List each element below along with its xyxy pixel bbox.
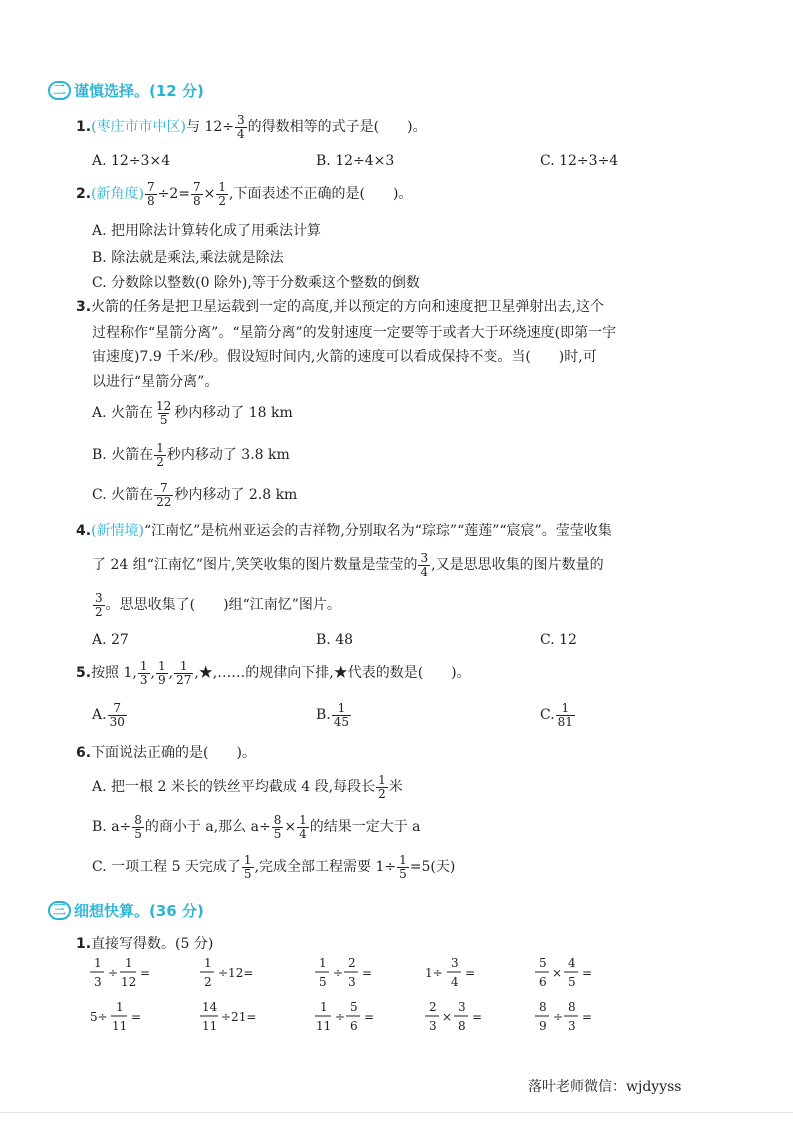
question-number: 3.: [76, 299, 92, 315]
question-text-line: 过程称作“星箭分离”。“星箭分离”的发射速度一定要等于或者大于环绕速度(即第一宇: [92, 325, 617, 341]
fraction: $\frac{1}{9}$: [157, 659, 166, 687]
svg-text:2: 2: [429, 1000, 437, 1014]
question-2: 2.(新角度) $\frac{7}{8}$ ÷2= $\frac{7}{8}$ × $\frac{1}{2}$ ,下面表述不正确的是( )。: [76, 180, 413, 208]
expr-2: [200, 956, 253, 989]
svg-text:1: 1: [204, 956, 212, 970]
svg-text:4: 4: [451, 975, 459, 989]
option-c: C. 一项工程 5 天完成了 $\frac{1}{5}$ ,完成全部工程需要 1÷ $\frac{1}{5}$ =5(天): [92, 853, 456, 881]
svg-text:12: 12: [121, 975, 137, 989]
svg-text:=: =: [364, 1010, 375, 1024]
expr-9: [425, 1000, 482, 1033]
svg-text:=: =: [582, 1010, 593, 1024]
option-c: C. 分数除以整数(0 除外),等于分数乘这个整数的倒数: [92, 275, 420, 291]
option-a: A. 火箭在 $\frac{12}{5}$ 秒内移动了 18 km: [92, 399, 293, 427]
question-text-line: 了 24 组“江南忆”图片,笑笑收集的图片数量是莹莹的 $\frac{3}{4}$ ,又是思思收集的图片数量的: [92, 551, 604, 579]
svg-text:3: 3: [458, 1000, 466, 1014]
svg-text:11: 11: [202, 1019, 218, 1033]
svg-text:1: 1: [94, 956, 102, 970]
option-c: C. 12: [540, 632, 577, 648]
section-badge: 二: [48, 81, 71, 100]
svg-text:÷: ÷: [108, 966, 119, 980]
expr-7: [200, 1000, 256, 1033]
bottom-divider: [0, 1112, 793, 1113]
option-a: A. $\frac{7}{30}$: [92, 701, 125, 729]
svg-text:3: 3: [451, 956, 459, 970]
fraction: $\frac{1}{81}$: [557, 701, 573, 729]
svg-text:1: 1: [125, 956, 133, 970]
question-number: 5.: [76, 665, 92, 682]
option-a: A. 把一根 2 米长的铁丝平均截成 4 段,每段长 $\frac{1}{2}$ 米: [92, 773, 403, 801]
option-b: B. 除法就是乘法,乘法就是除法: [92, 250, 284, 266]
svg-text:2: 2: [204, 975, 212, 989]
section-header-3: [48, 900, 204, 921]
svg-text:8: 8: [539, 1000, 547, 1014]
question-3-1: 1.直接写得数。(5 分): [76, 936, 214, 952]
fraction: $\frac{1}{4}$: [299, 813, 307, 841]
svg-text:6: 6: [350, 1019, 358, 1033]
svg-text:=: =: [472, 1010, 483, 1024]
section-header-2: [48, 80, 204, 101]
option-b: B. $\frac{1}{45}$: [316, 701, 350, 729]
fraction: $\frac{1}{2}$: [378, 773, 386, 801]
svg-text:=: =: [140, 966, 151, 980]
fraction: $\frac{1}{2}$: [218, 180, 227, 208]
section-title: 谨慎选择。(12 分): [74, 82, 204, 100]
footer-contact: 落叶老师微信：wjdyyss: [528, 1079, 682, 1095]
svg-text:=: =: [131, 1010, 142, 1024]
expr-3: [315, 956, 372, 989]
svg-text:5: 5: [319, 975, 327, 989]
calculation-grid: [80, 955, 640, 1035]
svg-text:8: 8: [458, 1019, 466, 1033]
svg-text:5: 5: [350, 1000, 358, 1014]
question-1: 1.(枣庄市市中区)与 12÷ $\frac{3}{4}$ 的得数相等的式子是( )。: [76, 113, 427, 141]
option-b: B. a÷ $\frac{8}{5}$ 的商小于 a,那么 a÷ $\frac{8}{5}$ × $\frac{1}{4}$ 的结果一定大于 a: [92, 813, 421, 841]
svg-text:8: 8: [568, 1000, 576, 1014]
question-6: 6.下面说法正确的是( )。: [76, 745, 256, 761]
option-a: A. 把用除法计算转化成了用乘法计算: [92, 223, 322, 239]
question-text-line: 以进行“星箭分离”。: [92, 374, 219, 390]
fraction: $\frac{7}{22}$: [156, 481, 172, 509]
question-text-line: $\frac{3}{2}$ 。思思收集了( )组“江南忆”图片。: [95, 591, 341, 619]
svg-text:3: 3: [94, 975, 102, 989]
option-c: C. $\frac{1}{81}$: [540, 701, 573, 729]
svg-text:=: =: [582, 966, 593, 980]
question-tag: (新角度): [91, 186, 144, 203]
fraction: $\frac{3}{4}$: [420, 551, 429, 579]
fraction: $\frac{3}{4}$: [237, 113, 245, 141]
fraction: $\frac{8}{5}$: [134, 813, 142, 841]
question-number: 2.: [76, 186, 92, 203]
svg-text:5÷: 5÷: [90, 1010, 108, 1024]
fraction: $\frac{1}{3}$: [139, 659, 148, 687]
section-title: 细想快算。(36 分): [74, 902, 204, 920]
option-b: B. 火箭在 $\frac{1}{2}$ 秒内移动了 3.8 km: [92, 441, 290, 469]
fraction: $\frac{1}{5}$: [243, 853, 252, 881]
option-a: A. 12÷3×4: [92, 153, 171, 169]
svg-text:÷: ÷: [333, 966, 344, 980]
svg-text:÷12=: ÷12=: [218, 966, 254, 980]
svg-text:3: 3: [348, 975, 356, 989]
question-number: 6.: [76, 745, 92, 761]
svg-text:1: 1: [319, 956, 327, 970]
option-c: C. 火箭在 $\frac{7}{22}$ 秒内移动了 2.8 km: [92, 481, 298, 509]
svg-text:×: ×: [552, 966, 563, 980]
option-a: A. 27: [92, 632, 129, 648]
svg-text:3: 3: [429, 1019, 437, 1033]
question-4: 4.(新情境)“江南忆”是杭州亚运会的吉祥物,分别取名为“琮琮”“莲莲”“宸宸”。莹莹收集: [76, 523, 612, 539]
svg-text:6: 6: [539, 975, 547, 989]
question-number: 1.: [76, 119, 92, 136]
svg-text:=: =: [465, 966, 476, 980]
expr-6: [90, 1000, 141, 1033]
fraction: $\frac{7}{30}$: [109, 701, 125, 729]
svg-text:1: 1: [320, 1000, 328, 1014]
svg-text:2: 2: [348, 956, 356, 970]
expr-1: [90, 956, 150, 989]
svg-text:5: 5: [568, 975, 576, 989]
question-number: 4.: [76, 523, 92, 539]
svg-text:=: =: [362, 966, 373, 980]
svg-text:÷: ÷: [335, 1010, 346, 1024]
svg-text:14: 14: [202, 1000, 218, 1014]
svg-text:÷21=: ÷21=: [221, 1010, 257, 1024]
expr-8: [315, 1000, 374, 1033]
question-number: 1.: [76, 936, 92, 952]
option-b: B. 12÷4×3: [316, 153, 395, 169]
fraction: $\frac{1}{5}$: [399, 853, 407, 881]
fraction: $\frac{7}{8}$: [193, 180, 201, 208]
expr-5: [535, 956, 592, 989]
question-tag: (枣庄市市中区): [91, 119, 186, 136]
fraction: $\frac{1}{2}$: [156, 441, 164, 469]
fraction: $\frac{1}{45}$: [333, 701, 350, 729]
fraction: $\frac{8}{5}$: [273, 813, 282, 841]
question-5: 5.按照 1, $\frac{1}{3}$ , $\frac{1}{9}$ , $\frac{1}{27}$ ,★,……的规律向下排,★代表的数是( )。: [76, 659, 471, 687]
fraction: $\frac{3}{2}$: [95, 591, 103, 619]
question-text-line: 宙速度)7.9 千米/秒。假设短时间内,火箭的速度可以看成保持不变。当( )时,可: [92, 349, 597, 365]
expr-4: [425, 956, 475, 989]
fraction: $\frac{1}{27}$: [176, 659, 192, 687]
svg-text:5: 5: [539, 956, 547, 970]
option-c: C. 12÷3÷4: [540, 153, 619, 169]
svg-text:×: ×: [442, 1010, 453, 1024]
svg-text:4: 4: [568, 956, 576, 970]
svg-text:÷: ÷: [553, 1010, 564, 1024]
fraction: $\frac{12}{5}$: [156, 399, 172, 427]
option-b: B. 48: [316, 632, 354, 648]
svg-text:9: 9: [539, 1019, 547, 1033]
svg-text:11: 11: [112, 1019, 128, 1033]
svg-text:1: 1: [116, 1000, 124, 1014]
question-tag: (新情境): [91, 523, 144, 539]
svg-text:3: 3: [568, 1019, 576, 1033]
expr-10: [535, 1000, 592, 1033]
svg-text:11: 11: [316, 1019, 332, 1033]
section-badge: 三: [48, 901, 71, 920]
question-3: 3.火箭的任务是把卫星运载到一定的高度,并以预定的方向和速度把卫星弹射出去,这个: [76, 299, 604, 315]
svg-text:1÷: 1÷: [425, 966, 443, 980]
fraction: $\frac{7}{8}$: [147, 180, 155, 208]
